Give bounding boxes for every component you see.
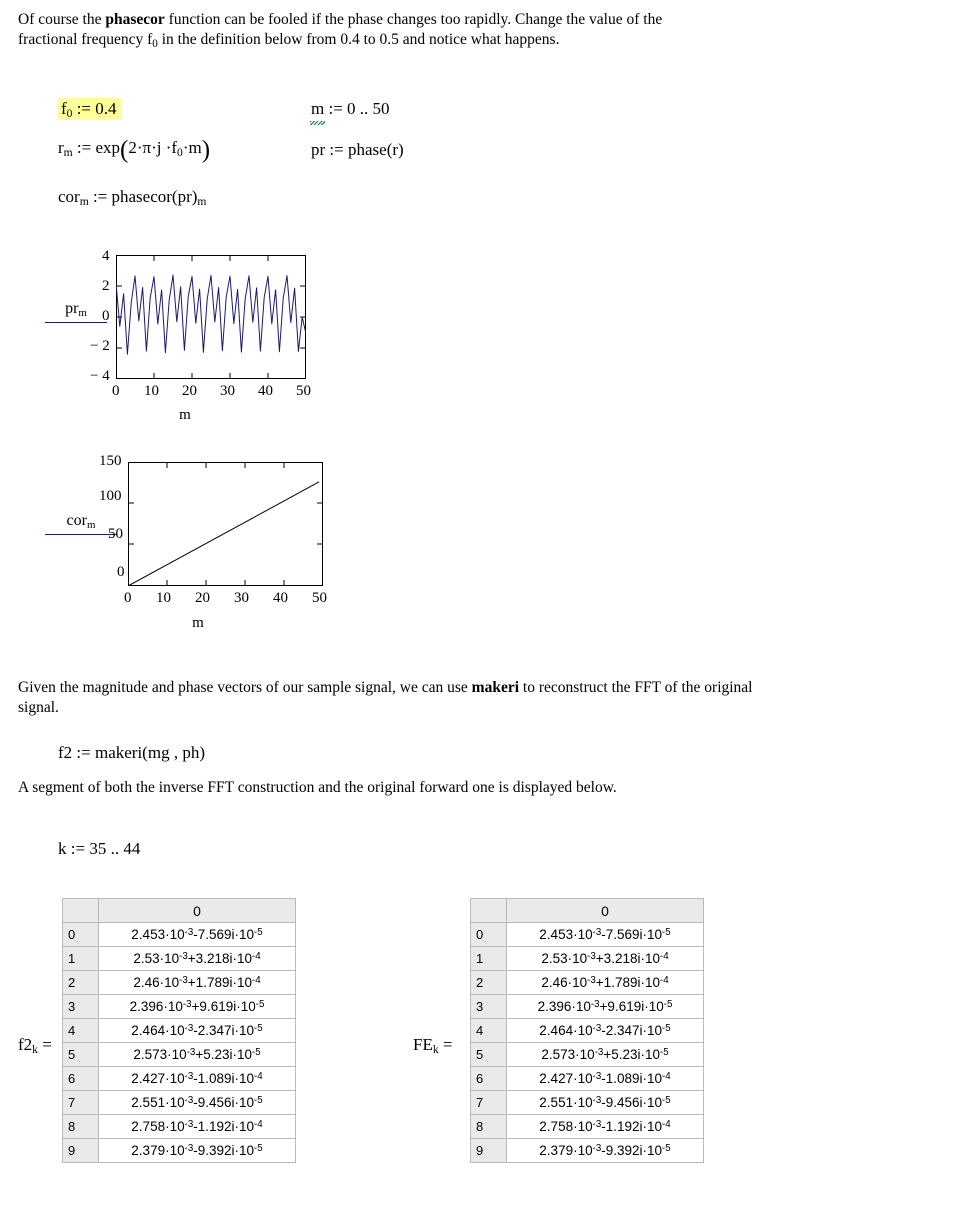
corrected-ytick-100: 100 [99, 488, 122, 504]
table-row-index: 4 [63, 1019, 99, 1043]
table-row [63, 1139, 296, 1163]
makeri-text-c: signal. [18, 699, 59, 716]
r-assign-operator: := [76, 138, 92, 157]
f2-matrix-label-name: f2 [18, 1035, 33, 1054]
definition-cor[interactable] [58, 186, 206, 213]
makeri-paragraph [18, 678, 968, 718]
table-row-index: 3 [63, 995, 99, 1019]
table-row-index: 1 [63, 947, 99, 971]
table-row [471, 995, 704, 1019]
r-exp-function: exp [95, 138, 121, 157]
r-expression-body: 2·π·j ·f [128, 138, 178, 157]
table-row [471, 971, 704, 995]
k-range-value[interactable]: 35 .. 44 [89, 839, 141, 858]
k-variable: k [58, 839, 67, 858]
pr-value[interactable]: phase(r) [347, 140, 404, 159]
table-row-index: 4 [471, 1019, 507, 1043]
phase-xtick-30: 30 [220, 383, 235, 399]
table-row [63, 947, 296, 971]
definition-m-range[interactable] [311, 98, 390, 120]
phase-plot-xlabel: m [179, 407, 191, 423]
table-row [63, 1115, 296, 1139]
f0-assign-operator: := [76, 99, 92, 118]
corrected-plot-ylabel-group [45, 512, 117, 535]
corrected-xtick-40: 40 [273, 590, 288, 606]
corrected-xtick-10: 10 [156, 590, 171, 606]
intro-text-a: Of course the [18, 11, 106, 28]
cor-value[interactable]: phasecor(pr) [111, 187, 198, 206]
table-cell-value[interactable]: $2.551\cdot 10^{-3}-9.456i\cdot 10^{-5}$ [99, 1091, 296, 1115]
table-cell-value[interactable]: $2.396\cdot 10^{-3}+9.619i\cdot 10^{-5}$ [99, 995, 296, 1019]
r-body-f0-subscript: 0 [177, 146, 183, 159]
table-row-index: 1 [471, 947, 507, 971]
table-row-index: 2 [63, 971, 99, 995]
table-row [471, 1019, 704, 1043]
pr-assign-operator: := [329, 140, 344, 159]
phase-plot-ylabel-group [45, 300, 107, 323]
phase-xtick-0: 0 [112, 383, 120, 399]
phase-plot-region[interactable] [40, 245, 340, 425]
table-cell-value[interactable]: $2.46\cdot 10^{-3}+1.789i\cdot 10^{-4}$ [507, 971, 704, 995]
cor-value-subscript: m [197, 195, 207, 208]
phase-plot-ylabel-rule [45, 322, 107, 323]
table-row-index: 0 [471, 923, 507, 947]
table-cell-value[interactable]: $2.427\cdot 10^{-3}-1.089i\cdot 10^{-4}$ [99, 1067, 296, 1091]
phase-ytick-2: 2 [102, 278, 110, 294]
m-variable: m [311, 99, 325, 118]
intro-text-d: in the definition below from 0.4 to 0.5 and notice what happens. [157, 31, 560, 48]
table-cell-value[interactable]: $2.464\cdot 10^{-3}-2.347i\cdot 10^{-5}$ [507, 1019, 704, 1043]
cor-assign-operator: := [92, 187, 108, 206]
table-row-index: 6 [63, 1067, 99, 1091]
table-column-header: 0 [507, 899, 704, 923]
table-cell-value[interactable]: $2.53\cdot 10^{-3}+3.218i\cdot 10^{-4}$ [507, 947, 704, 971]
table-row-index: 7 [63, 1091, 99, 1115]
table-column-header: 0 [99, 899, 296, 923]
phase-ytick-0: 0 [102, 308, 110, 324]
table-row-index: 9 [471, 1139, 507, 1163]
table-corner-cell [63, 899, 99, 923]
table-row [63, 1043, 296, 1067]
table-cell-value[interactable]: $2.379\cdot 10^{-3}-9.392i\cdot 10^{-5}$ [99, 1139, 296, 1163]
table-cell-value[interactable]: $2.551\cdot 10^{-3}-9.456i\cdot 10^{-5}$ [507, 1091, 704, 1115]
table-cell-value[interactable]: $2.758\cdot 10^{-3}-1.192i\cdot 10^{-4}$ [507, 1115, 704, 1139]
table-body [471, 923, 704, 1163]
phase-xtick-50: 50 [296, 383, 311, 399]
definition-k-range[interactable] [58, 838, 140, 860]
table-cell-value[interactable]: $2.396\cdot 10^{-3}+9.619i\cdot 10^{-5}$ [507, 995, 704, 1019]
pr-variable: pr [311, 140, 326, 159]
intro-text-c: fractional frequency f [18, 31, 153, 48]
table-cell-value[interactable]: $2.53\cdot 10^{-3}+3.218i\cdot 10^{-4}$ [99, 947, 296, 971]
f0-subscript: 0 [66, 107, 73, 120]
table-row [471, 1115, 704, 1139]
corrected-xtick-0: 0 [124, 590, 132, 606]
corrected-phase-plot-region[interactable] [40, 450, 350, 645]
fe-matrix-label-subscript: k [432, 1043, 439, 1056]
table-row-index: 5 [471, 1043, 507, 1067]
table-row [63, 995, 296, 1019]
f2-matrix-table[interactable] [62, 898, 296, 1163]
table-row-index: 8 [471, 1115, 507, 1139]
cor-variable: cor [58, 187, 80, 206]
segment-paragraph: A segment of both the inverse FFT construction and the original forward one is displayed below. [18, 779, 617, 796]
intro-paragraph [18, 10, 958, 54]
corrected-ytick-0: 0 [117, 564, 125, 580]
phasecor-keyword: phasecor [105, 11, 165, 28]
table-row-index: 6 [471, 1067, 507, 1091]
r-subscript: m [63, 146, 73, 159]
fe-matrix-label [413, 1035, 452, 1056]
table-cell-value[interactable]: $2.379\cdot 10^{-3}-9.392i\cdot 10^{-5}$ [507, 1139, 704, 1163]
makeri-text-a: Given the magnitude and phase vectors of our sample signal, we can use [18, 679, 472, 696]
phase-ytick-4: 4 [102, 248, 110, 264]
table-row-index: 3 [471, 995, 507, 1019]
fe-matrix-table[interactable] [470, 898, 704, 1163]
corrected-plot-ylabel: cor$_m$ [66, 512, 96, 531]
table-row-index: 0 [63, 923, 99, 947]
table-row-index: 2 [471, 971, 507, 995]
fe-matrix-label-name: FE [413, 1035, 433, 1054]
corrected-plot-xlabel: m [192, 615, 204, 631]
table-cell-value[interactable]: $2.427\cdot 10^{-3}-1.089i\cdot 10^{-4}$ [507, 1067, 704, 1091]
table-header-row [63, 899, 296, 923]
f0-variable: f [61, 99, 67, 118]
corrected-xtick-50: 50 [312, 590, 327, 606]
table-row [471, 947, 704, 971]
m-range-value[interactable]: 0 .. 50 [347, 99, 390, 118]
f2-value[interactable]: makeri(mg , ph) [94, 743, 205, 762]
table-cell-value[interactable]: $2.46\cdot 10^{-3}+1.789i\cdot 10^{-4}$ [99, 971, 296, 995]
corrected-plot-ylabel-rule [45, 534, 117, 535]
f0-value[interactable]: 0.4 [95, 99, 117, 118]
table-row [471, 1139, 704, 1163]
corrected-xtick-20: 20 [195, 590, 210, 606]
table-row-index: 9 [63, 1139, 99, 1163]
definition-pr[interactable] [311, 139, 404, 161]
r-variable: r [58, 138, 64, 157]
f2-matrix-label-subscript: k [32, 1043, 38, 1056]
table-row-index: 8 [63, 1115, 99, 1139]
fe-matrix-label-equals: = [442, 1035, 453, 1054]
corrected-ytick-50: 50 [108, 526, 123, 542]
f0-highlight-region[interactable] [58, 98, 122, 120]
phase-xtick-40: 40 [258, 383, 273, 399]
definition-f0[interactable] [58, 98, 122, 125]
table-row [63, 1019, 296, 1043]
table-cell-value[interactable]: $2.464\cdot 10^{-3}-2.347i\cdot 10^{-5}$ [99, 1019, 296, 1043]
table-row [471, 1043, 704, 1067]
table-cell-value[interactable]: $2.573\cdot 10^{-3}+5.23i\cdot 10^{-5}$ [99, 1043, 296, 1067]
r-close-paren: ) [201, 136, 211, 164]
corrected-ytick-150: 150 [99, 453, 122, 469]
r-expression-tail: ·m [182, 138, 202, 157]
table-cell-value[interactable]: $2.758\cdot 10^{-3}-1.192i\cdot 10^{-4}$ [99, 1115, 296, 1139]
table-row-index: 5 [63, 1043, 99, 1067]
f2-matrix-label [18, 1035, 52, 1056]
f2-variable: f2 [58, 743, 73, 762]
phase-ytick-neg4: − 4 [90, 368, 110, 384]
table-cell-value[interactable]: $2.453\cdot 10^{-3}-7.569i\cdot 10^{-5}$ [507, 923, 704, 947]
table-row [63, 971, 296, 995]
definition-f2[interactable] [58, 742, 205, 764]
corrected-plot-frame [129, 463, 323, 586]
table-header-row [471, 899, 704, 923]
table-body [63, 923, 296, 1163]
table-row-index: 7 [471, 1091, 507, 1115]
phase-plot-ylabel: $pr_m$ [65, 300, 87, 319]
intro-text-b: function can be fooled if the phase changes too rapidly. Change the value of the [164, 11, 663, 28]
corrected-plot-canvas[interactable] [128, 462, 323, 586]
phase-plot-canvas[interactable] [116, 255, 306, 379]
phase-xtick-20: 20 [182, 383, 197, 399]
phase-xtick-10: 10 [144, 383, 159, 399]
table-row [471, 923, 704, 947]
k-assign-operator: := [70, 839, 86, 858]
table-cell-value[interactable]: $2.453\cdot 10^{-3}-7.569i\cdot 10^{-5}$ [99, 923, 296, 947]
corrected-xtick-30: 30 [234, 590, 249, 606]
phase-ytick-neg2: − 2 [90, 338, 110, 354]
table-row [471, 1067, 704, 1091]
table-corner-cell [471, 899, 507, 923]
intro-f0-subscript: 0 [152, 38, 158, 51]
m-assign-operator: := [328, 99, 343, 118]
definition-r[interactable] [58, 137, 210, 164]
table-row [471, 1091, 704, 1115]
table-row [63, 1067, 296, 1091]
cor-subscript: m [79, 195, 89, 208]
table-row [63, 923, 296, 947]
table-row [63, 1091, 296, 1115]
f2-matrix-label-equals: = [42, 1035, 52, 1054]
table-cell-value[interactable]: $2.573\cdot 10^{-3}+5.23i\cdot 10^{-5}$ [507, 1043, 704, 1067]
makeri-text-b: to reconstruct the FFT of the original [519, 679, 753, 696]
f2-assign-operator: := [76, 743, 91, 762]
r-open-paren: ( [120, 136, 129, 164]
makeri-keyword: makeri [471, 679, 520, 696]
